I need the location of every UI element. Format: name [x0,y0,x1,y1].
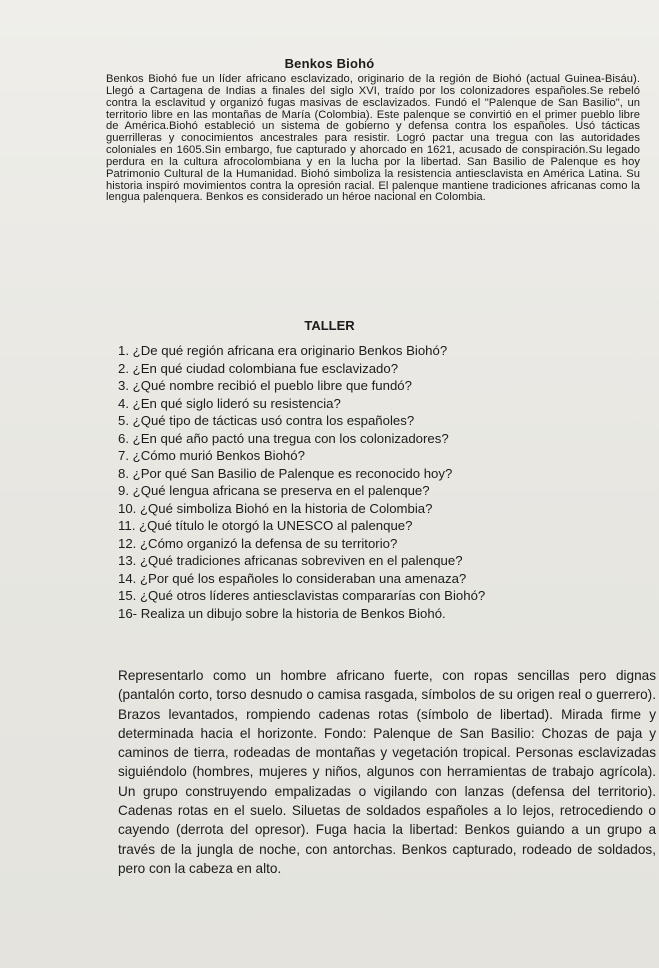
question-item: 13. ¿Qué tradiciones africanas sobreviven en el palenque? [118,553,463,568]
document-title: Benkos Biohó [284,56,375,71]
question-item: 11. ¿Qué título le otorgó la UNESCO al palenque? [118,518,413,533]
question-item: 10. ¿Qué simboliza Biohó en la historia de Colombia? [118,500,433,516]
question-item: 12. ¿Cómo organizó la defensa de su territorio? [118,535,398,551]
question-item: 9. ¿Qué lengua africana se preserva en el palenque? [118,483,430,498]
question-item: 7. ¿Cómo murió Benkos Biohó? [118,448,305,463]
question-item: 6. ¿En qué año pactó una tregua con los colonizadores? [118,430,449,446]
question-item: 15. ¿Qué otros líderes antiesclavistas compararías con Biohó? [118,588,486,603]
question-item: 8. ¿Por qué San Basilio de Palenque es reconocido hoy? [118,465,453,481]
question-item: 5. ¿Qué tipo de tácticas usó contra los españoles? [118,413,415,428]
question-item: 16- Realiza un dibujo sobre la historia de Benkos Biohó. [118,605,446,621]
intro-paragraph: Benkos Biohó fue un líder africano esclavizado, originario de la región de Biohó (actual Guinea-Bisáu). Llegó a Cartagena de Indias a finales del siglo XVI, traído por los colonizadores españoles.Se rebeló contra la esclavitud y organizó fugas masivas de esclavizados. Fundó el "Palenque de San Basilio", un territorio libre en las montañas de María (Colombia). Este palenque se convirtió en el primer pueblo libre de América.Biohó estableció un sistema de gobierno y defensa contra los españoles. Usó tácticas guerrilleras y conocimientos ancestrales para resistir. Logró pactar una tregua con las autoridades coloniales en 1605.Sin embargo, fue capturado y ahorcado en 1621, acusado de conspiración.Su legado perdura en la cultura afrocolombiana y en la lucha por la libertad. San Basilio de Palenque es hoy Patrimonio Cultural de la Humanidad. Biohó simboliza la resistencia antiesclavista en América Latina. Su historia inspiró movimientos contra la opresión racial. El palenque mantiene tradiciones africanas como la lengua palenquera. Benkos es considerado un héroe nacional en Colombia. [106,73,640,204]
question-list [118,342,648,622]
drawing-instructions: Representarlo como un hombre africano fuerte, con ropas sencillas pero dignas (pantalón corto, torso desnudo o camisa rasgada, símbolos de su origen real o guerrero). Brazos levantados, rompiendo cadenas rotas (símbolo de libertad). Mirada firme y determinada hacia el horizonte. Fondo: Palenque de San Basilio: Chozas de paja y caminos de tierra, rodeadas de montañas y vegetación tropical. Personas esclavizadas siguiéndolo (hombres, mujeres y niños, algunos con herramientas de trabajo agrícola). Un grupo construyendo empalizadas o vigilando con lanzas (defensa del territorio). Cadenas rotas en el suelo. Siluetas de soldados españoles a lo lejos, retrocediendo o cayendo (derrota del opresor). Fuga hacia la libertad: Benkos guiando a un grupo a través de la jungla de noche, con antorchas. Benkos capturado, rodeado de soldados, pero con la cabeza en alto. [118,668,656,876]
question-item: 14. ¿Por qué los españoles lo consideraban una amenaza? [118,570,467,586]
question-item: 4. ¿En qué siglo lideró su resistencia? [118,395,341,411]
question-item: 2. ¿En qué ciudad colombiana fue esclavizado? [118,360,399,376]
workshop-heading: TALLER [304,318,355,333]
question-item: 1. ¿De qué región africana era originario Benkos Biohó? [118,343,448,358]
question-item: 3. ¿Qué nombre recibió el pueblo libre que fundó? [118,378,412,393]
